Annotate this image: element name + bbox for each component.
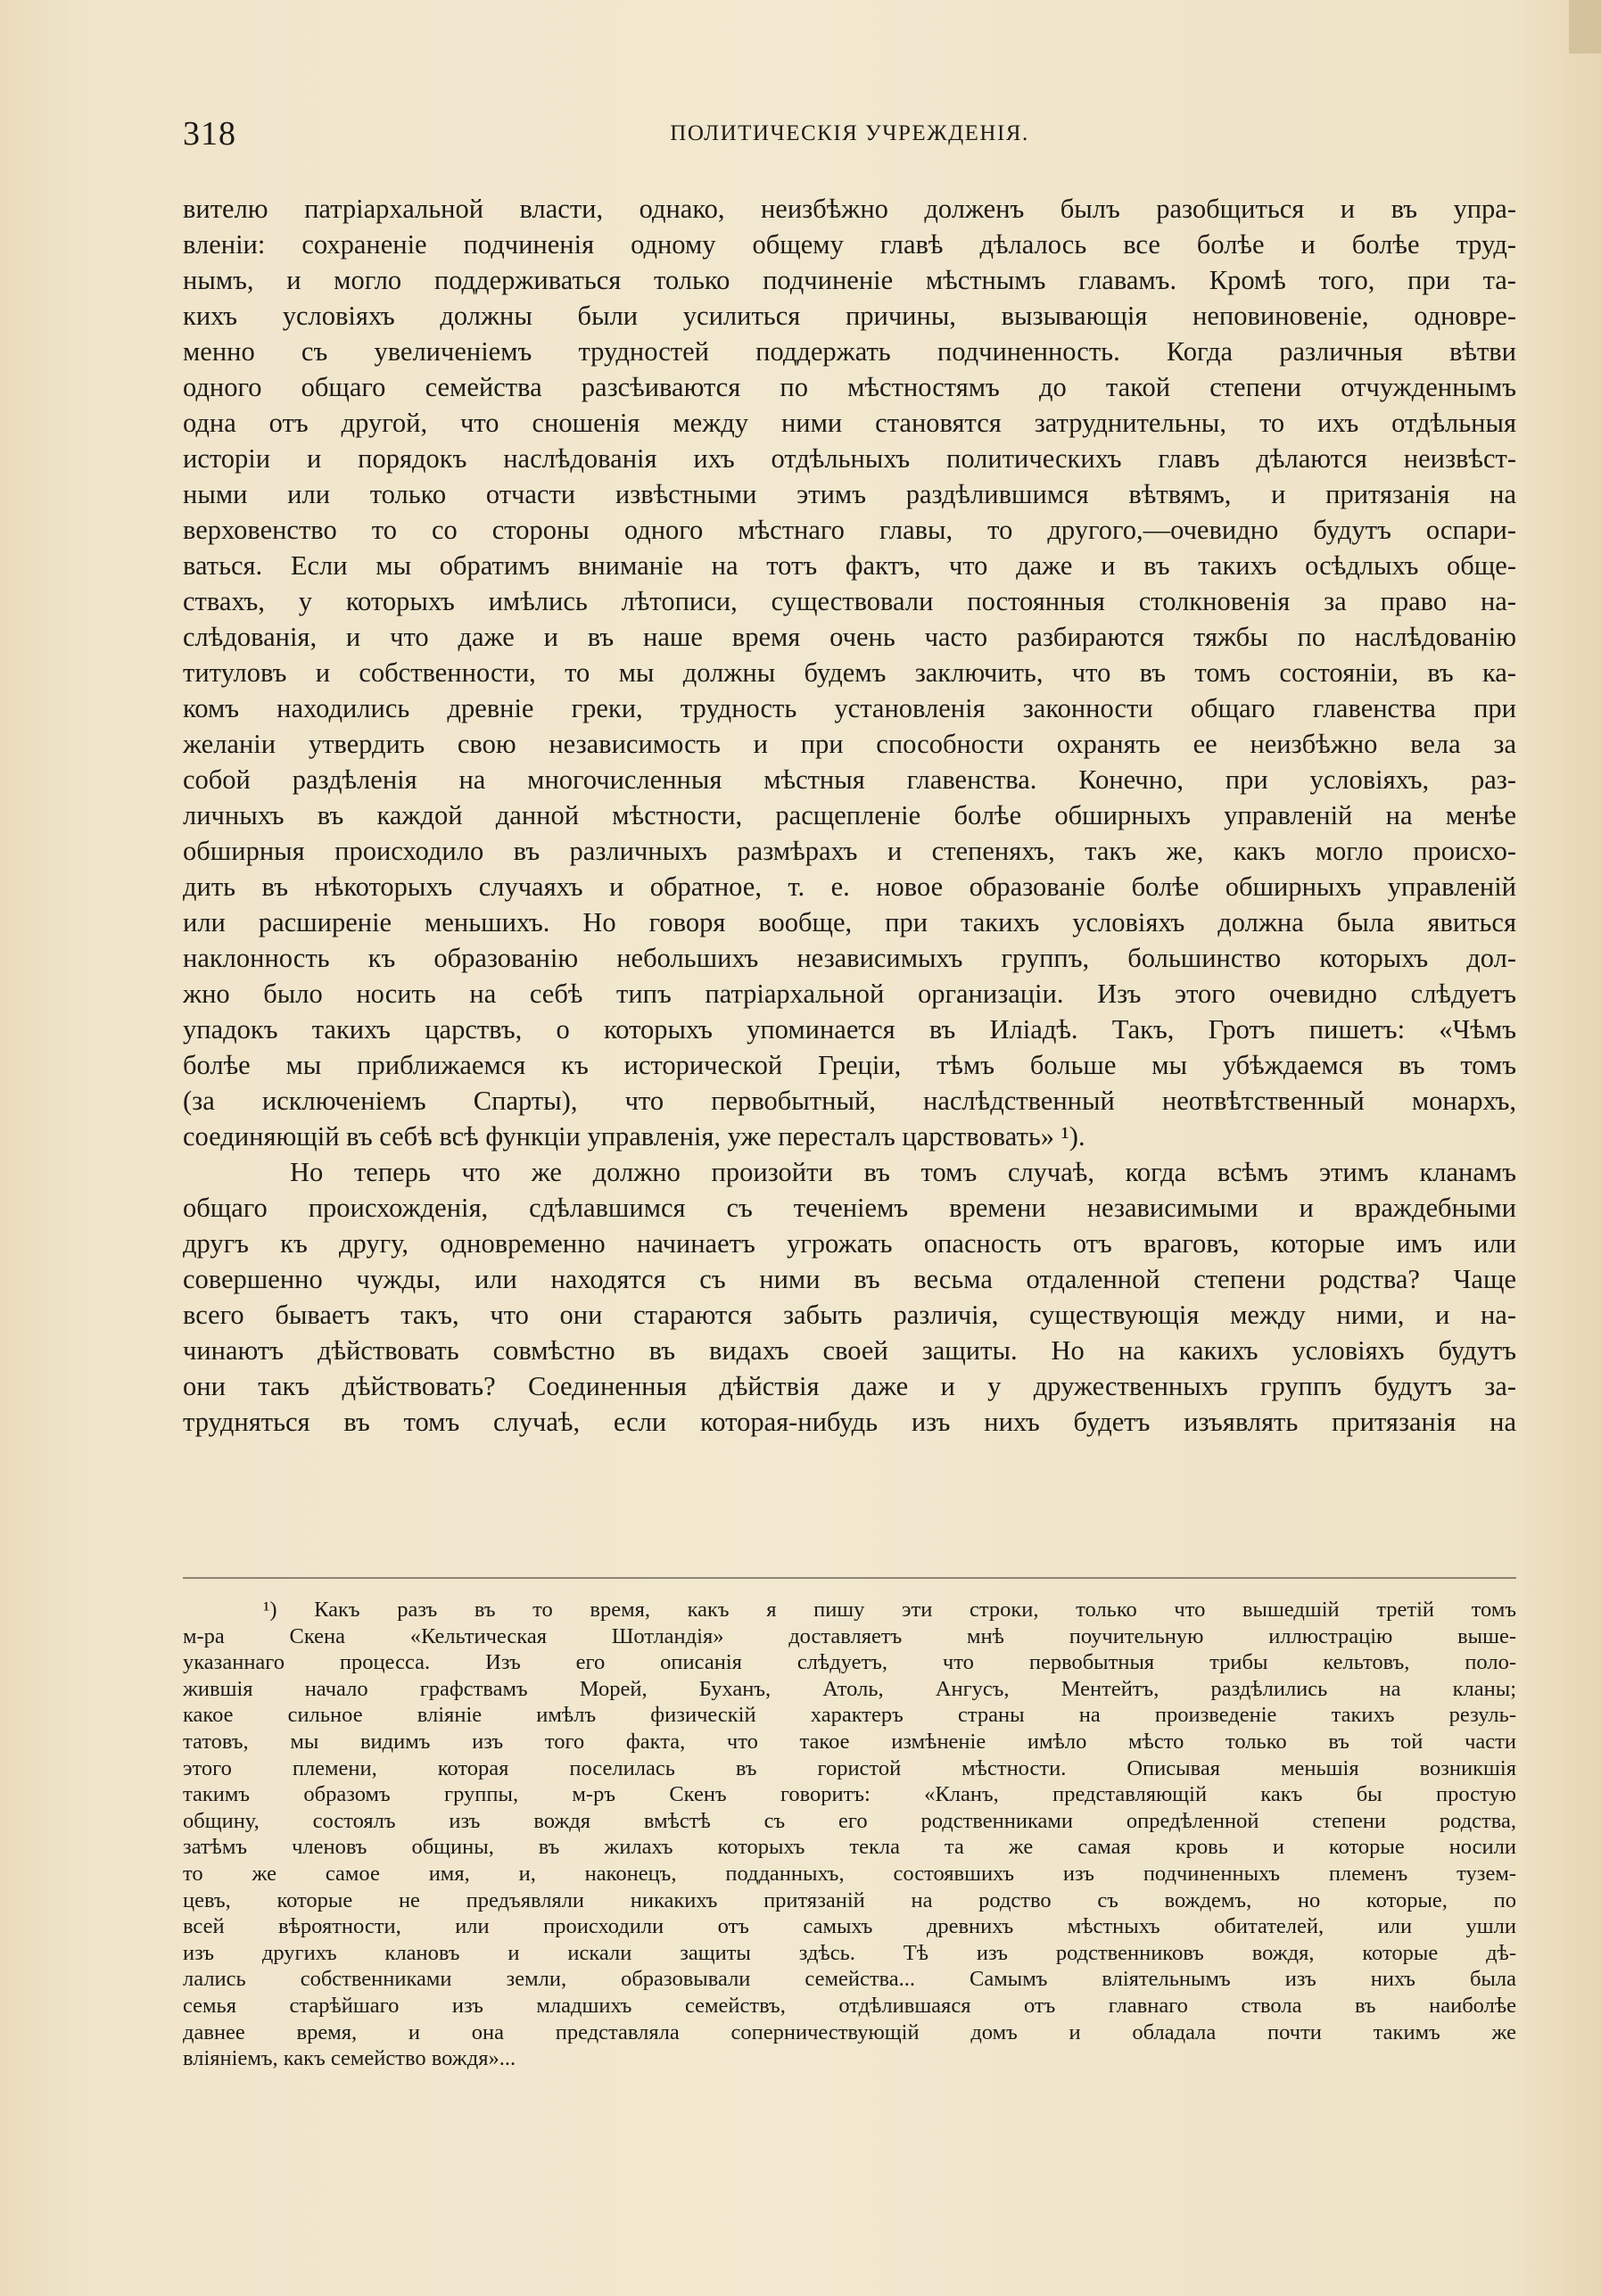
- body-line: нымъ, и могло поддерживаться только подчиненіе мѣстнымъ главамъ. Кромѣ того, при та-: [183, 265, 1516, 295]
- body-line: кихъ условіяхъ должны были усилиться причины, вызывающія неповиновеніе, одновре-: [183, 301, 1516, 331]
- body-line: собой раздѣленія на многочисленныя мѣстныя главенства. Конечно, при условіяхъ, раз-: [183, 764, 1516, 795]
- body-line: вленіи: сохраненіе подчиненія одному общему главѣ дѣлалось все болѣе и болѣе труд-: [183, 229, 1516, 260]
- body-line: всего бываетъ такъ, что они стараются забыть различія, существующія между ними, и на-: [183, 1300, 1516, 1330]
- footnote-line: какое сильное вліяніе имѣлъ физическій характеръ страны на произведеніе такихъ резуль-: [183, 1703, 1516, 1728]
- footnote-rule: [183, 1577, 1516, 1579]
- body-line: обширныя происходило въ различныхъ размѣрахъ и степеняхъ, такъ же, какъ могло происхо-: [183, 836, 1516, 866]
- running-head: ПОЛИТИЧЕСКІЯ УЧРЕЖДЕНІЯ.: [670, 121, 1029, 145]
- body-line: одного общаго семейства разсѣиваются по мѣстностямъ до такой степени отчужденнымъ: [183, 372, 1516, 402]
- footnote-line-end: вліяніемъ, какъ семейство вождя»...: [183, 2046, 516, 2071]
- main-text: [183, 191, 1516, 1440]
- body-line: чинаютъ дѣйствовать совмѣстно въ видахъ своей защиты. Но на какихъ условіяхъ будутъ: [183, 1335, 1516, 1366]
- footnote-line: лались собственниками земли, образовывали семейства... Самымъ вліятельнымъ изъ нихъ была: [183, 1967, 1516, 1992]
- footnote-line: цевъ, которые не предъявляли никакихъ притязаній на родство съ вождемъ, но которые, по: [183, 1887, 1516, 1912]
- body-line: одна отъ другой, что сношенія между ними становятся затруднительны, то ихъ отдѣльныя: [183, 408, 1516, 438]
- body-line: комъ находились древніе греки, трудность установленія законности общаго главенства при: [183, 693, 1516, 723]
- footnote-line: общину, состоялъ изъ вождя вмѣстѣ съ его родственниками опредѣленной степени родства,: [183, 1808, 1516, 1833]
- body-line: общаго происхожденія, сдѣлавшимся съ теченіемъ времени независимыми и враждебными: [183, 1193, 1516, 1223]
- body-line: упадокъ такихъ царствъ, о которыхъ упоминается въ Иліадѣ. Такъ, Гротъ пишетъ: «Чѣмъ: [183, 1014, 1516, 1045]
- footnote-line: всей вѣроятности, или происходили отъ самыхъ древнихъ мѣстныхъ обитателей, или ушли: [183, 1914, 1516, 1939]
- body-line: ствахъ, у которыхъ имѣлись лѣтописи, существовали постоянныя столкновенія за право на-: [183, 586, 1516, 616]
- footnote-line: такимъ образомъ группы, м-ръ Скенъ говоритъ: «Кланъ, представляющій какъ бы простую: [183, 1782, 1516, 1807]
- body-line: жно было носить на себѣ типъ патріархальной организаціи. Изъ этого очевидно слѣдуетъ: [183, 979, 1516, 1009]
- body-line: желаніи утвердить свою независимость и при способности охранять ее неизбѣжно вела за: [183, 729, 1516, 759]
- body-line: (за исключеніемъ Спарты), что первобытный, наслѣдственный неотвѣтственный монархъ,: [183, 1086, 1516, 1116]
- body-line: ваться. Если мы обратимъ вниманіе на тотъ фактъ, что даже и въ такихъ осѣдлыхъ обще-: [183, 550, 1516, 581]
- footnote-line: этого племени, которая поселилась въ гористой мѣстности. Описывая меньшія возникшія: [183, 1755, 1516, 1780]
- body-line: они такъ дѣйствовать? Соединенныя дѣйствія даже и у дружественныхъ группъ будутъ за-: [183, 1371, 1516, 1401]
- footnote-line: жившія начало графствамъ Морей, Буханъ, Атоль, Ангусъ, Ментейтъ, раздѣлились на кланы;: [183, 1676, 1516, 1701]
- page-header: [183, 114, 1516, 159]
- footnote-line: затѣмъ членовъ общины, въ жилахъ которыхъ текла та же самая кровь и которые носили: [183, 1835, 1516, 1860]
- body-line: дить въ нѣкоторыхъ случаяхъ и обратное, т. е. новое образованіе болѣе обширныхъ управленій: [183, 871, 1516, 902]
- body-line: болѣе мы приближаемся къ исторической Греціи, тѣмъ больше мы убѣждаемся въ томъ: [183, 1050, 1516, 1080]
- footnote-line: ¹) Какъ разъ въ то время, какъ я пишу эти строки, только что вышедшій третій томъ: [263, 1598, 1516, 1622]
- body-line: трудняться въ томъ случаѣ, если которая-нибудь изъ нихъ будетъ изъявлять притязанія на: [183, 1407, 1516, 1437]
- footnote-line: семья старѣйшаго изъ младшихъ семействъ, отдѣлившаяся отъ главнаго ствола въ наиболѣе: [183, 1993, 1516, 2018]
- body-line: личныхъ въ каждой данной мѣстности, расщепленіе болѣе обширныхъ управленій на менѣе: [183, 800, 1516, 830]
- body-line: наклонность къ образованію небольшихъ независимыхъ группъ, большинство которыхъ дол-: [183, 943, 1516, 973]
- body-line-paragraph-start: Но теперь что же должно произойти въ томъ случаѣ, когда всѣмъ этимъ кланамъ: [290, 1157, 1516, 1187]
- footnote-line: м-ра Скена «Кельтическая Шотландія» доставляетъ мнѣ поучительную иллюстрацію выше-: [183, 1623, 1516, 1648]
- body-line: вителю патріархальной власти, однако, неизбѣжно долженъ былъ разобщиться и въ упра-: [183, 194, 1516, 224]
- footnote-line: татовъ, мы видимъ изъ того факта, что такое измѣненіе имѣло мѣсто только въ той части: [183, 1729, 1516, 1754]
- body-line: исторіи и порядокъ наслѣдованія ихъ отдѣльныхъ политическихъ главъ дѣлаются неизвѣст-: [183, 443, 1516, 474]
- page-corner: [1569, 0, 1601, 54]
- footnote-line: изъ другихъ клановъ и искали защиты здѣсь. Тѣ изъ родственниковъ вождя, которые дѣ-: [183, 1940, 1516, 1965]
- body-line: титуловъ и собственности, то мы должны будемъ заключить, что въ томъ состояніи, въ ка-: [183, 657, 1516, 688]
- footnote-line: то же самое имя, и, наконецъ, подданныхъ, состоявшихъ изъ подчиненныхъ племенъ тузем-: [183, 1861, 1516, 1886]
- body-line: другъ къ другу, одновременно начинаетъ угрожать опасность отъ враговъ, которые имъ или: [183, 1228, 1516, 1259]
- body-line: слѣдованія, и что даже и въ наше время очень часто разбираются тяжбы по наслѣдованію: [183, 622, 1516, 652]
- body-line: или расширеніе меньшихъ. Но говоря вообще, при такихъ условіяхъ должна была явиться: [183, 907, 1516, 937]
- body-line: менно съ увеличеніемъ трудностей поддержать подчиненность. Когда различныя вѣтви: [183, 336, 1516, 367]
- body-line: верховенство то со стороны одного мѣстнаго главы, то другого,—очевидно будутъ оспари-: [183, 515, 1516, 545]
- footnote: [183, 1597, 1516, 2072]
- body-line: ными или только отчасти извѣстными этимъ раздѣлившимся вѣтвямъ, и притязанія на: [183, 479, 1516, 509]
- page-number: 318: [183, 115, 236, 153]
- body-line-paragraph-end: соединяющій въ себѣ всѣ функціи управленія, уже пересталъ царствовать» ¹).: [183, 1121, 1085, 1152]
- body-line: совершенно чужды, или находятся съ ними въ весьма отдаленной степени родства? Чаще: [183, 1264, 1516, 1294]
- footnote-line: указаннаго процесса. Изъ его описанія слѣдуетъ, что первобытныя трибы кельтовъ, поло-: [183, 1650, 1516, 1675]
- footnote-line: давнее время, и она представляла соперничествующій домъ и обладала почти такимъ же: [183, 2019, 1516, 2044]
